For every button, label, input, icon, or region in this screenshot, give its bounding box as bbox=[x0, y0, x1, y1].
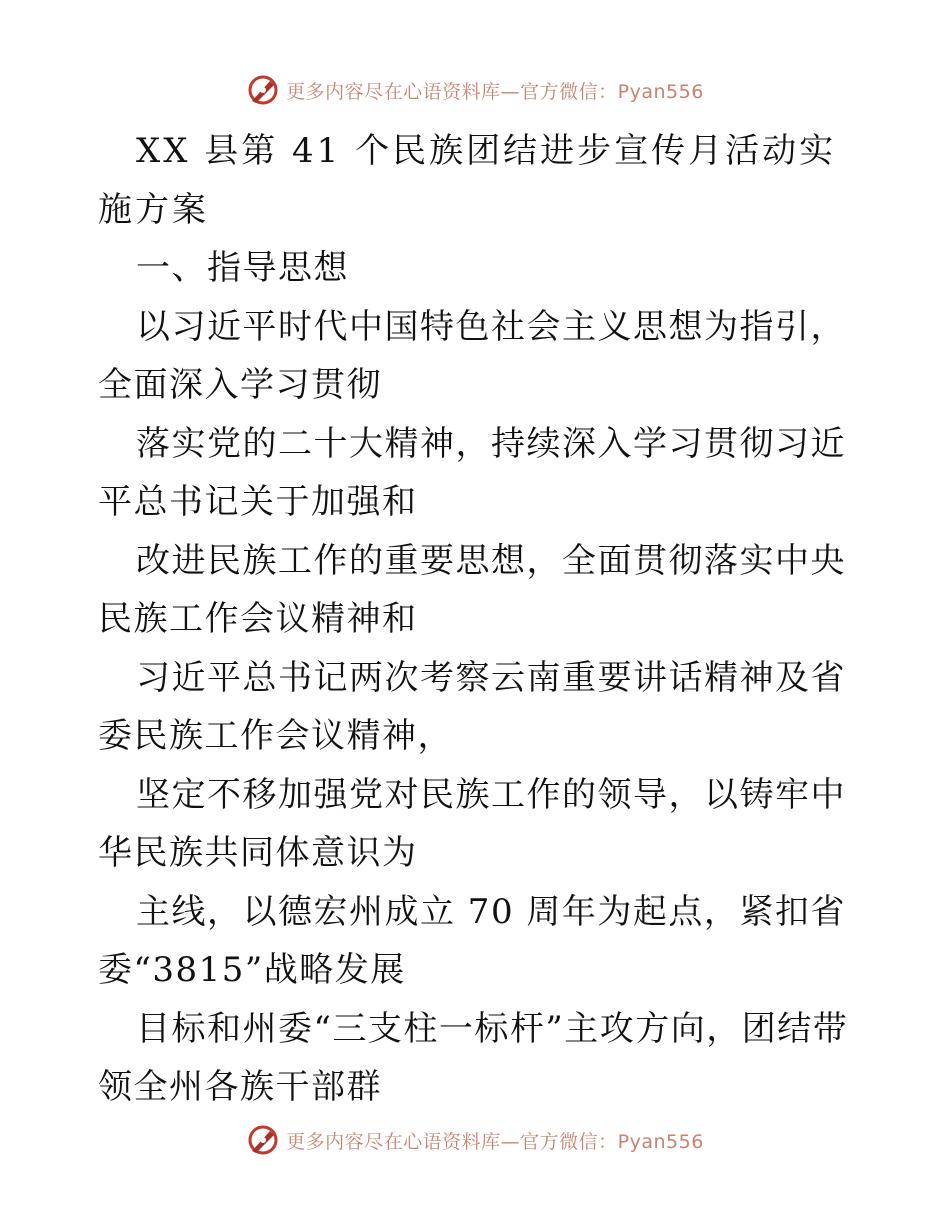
paragraph: 主线，以德宏州成立 70 周年为起点，紧扣省委“3815”战略发展 bbox=[98, 891, 846, 990]
paragraph: 以习近平时代中国特色社会主义思想为指引，全面深入学习贯彻 bbox=[98, 306, 846, 405]
watermark-footer bbox=[0, 1120, 950, 1160]
pen-circle-icon bbox=[246, 73, 280, 107]
document-body bbox=[98, 122, 854, 1117]
section-heading: 一、指导思想 bbox=[136, 248, 349, 288]
paragraph: 目标和州委“三支柱一标杆”主攻方向，团结带领全州各族干部群 bbox=[98, 1008, 849, 1107]
pen-circle-icon bbox=[246, 1123, 280, 1157]
document-title: XX 县第 41 个民族团结进步宣传月活动实施方案 bbox=[98, 131, 837, 230]
paragraph: 习近平总书记两次考察云南重要讲话精神及省委民族工作会议精神， bbox=[98, 657, 846, 756]
watermark-header bbox=[0, 70, 950, 110]
paragraph: 坚定不移加强党对民族工作的领导，以铸牢中华民族共同体意识为 bbox=[98, 774, 846, 873]
paragraph: 落实党的二十大精神，持续深入学习贯彻习近平总书记关于加强和 bbox=[98, 423, 846, 522]
watermark-text: 更多内容尽在心语资料库—官方微信：Pyan556 bbox=[286, 80, 704, 103]
paragraph: 改进民族工作的重要思想，全面贯彻落实中央民族工作会议精神和 bbox=[98, 540, 846, 639]
watermark-text: 更多内容尽在心语资料库—官方微信：Pyan556 bbox=[286, 1130, 704, 1153]
